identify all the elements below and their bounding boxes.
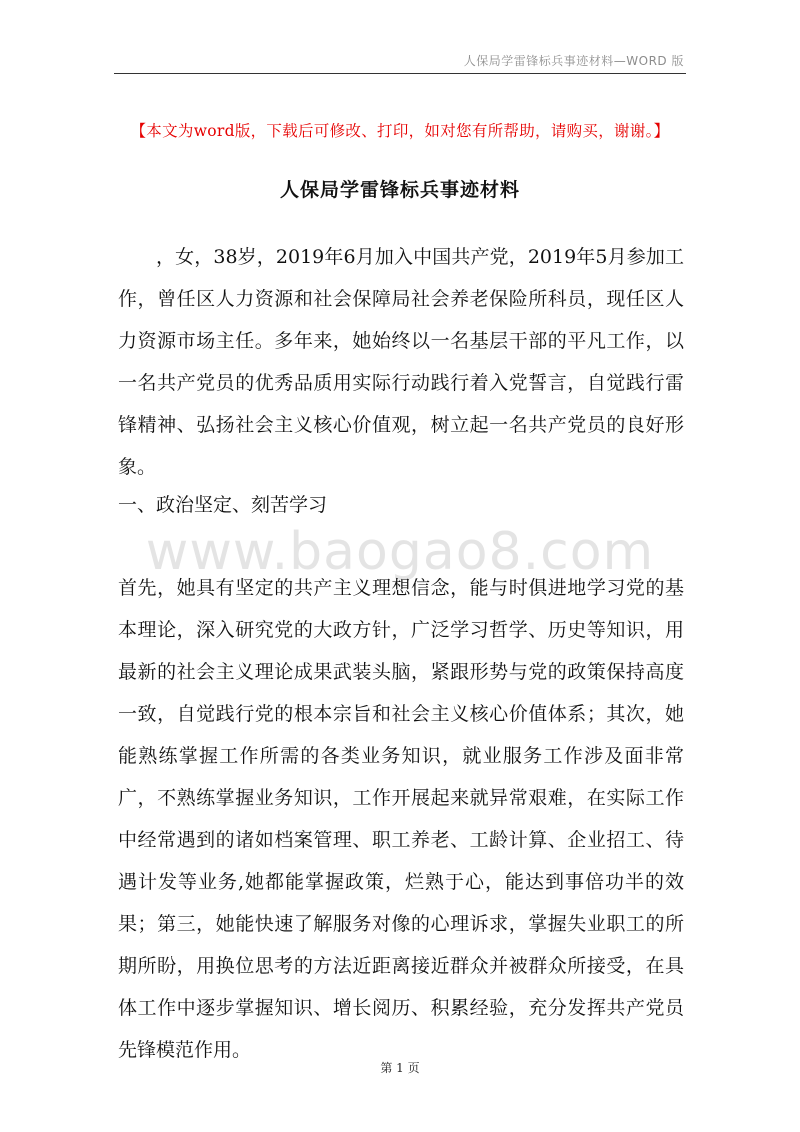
watermark: www.baogao8.com — [145, 522, 655, 582]
running-header: 人保局学雷锋标兵事迹材料—WORD 版 — [463, 54, 684, 68]
intro-paragraph: ，女，38岁，2019年6月加入中国共产党，2019年5月参加工作，曾任区人力资源和社会保障局社会养老保险所科员，现任区人力资源市场主任。多年来，她始终以一名基层干部的平凡工作，以一名共产党员的优秀品质用实际行动践行着入党誓言，自觉践行雷锋精神、弘扬社会主义核心价值观，树立起一名共产党员的良好形象。 — [118, 246, 684, 478]
download-notice: 【本文为word版，下载后可修改、打印，如对您有所帮助，请购买，谢谢。】 — [130, 122, 670, 140]
section-heading-1: 一、政治坚定、刻苦学习 — [118, 494, 328, 516]
document-title: 人保局学雷锋标兵事迹材料 — [279, 179, 520, 201]
page-number: 第 1 页 — [380, 1061, 420, 1075]
header-divider — [114, 73, 686, 74]
section-1-paragraph: 首先，她具有坚定的共产主义理想信念，能与时俱进地学习党的基本理论，深入研究党的大政方针，广泛学习哲学、历史等知识，用最新的社会主义理论成果武装头脑，紧跟形势与党的政策保持高度一致，自觉践行党的根本宗旨和社会主义核心价值体系；其次，她能熟练掌握工作所需的各类业务知识，就业服务工作涉及面非常广，不熟练掌握业务知识，工作开展起来就异常艰难，在实际工作中经常遇到的诸如档案管理、职工养老、工龄计算、企业招工、待遇计发等业务,她都能掌握政策，烂熟于心，能达到事倍功半的效果；第三，她能快速了解服务对像的心理诉求，掌握失业职工的所期所盼，用换位思考的方法近距离接近群众并被群众所接受，在具体工作中逐步掌握知识、增长阅历、积累经验，充分发挥共产党员先锋模范作用。 — [118, 577, 684, 1061]
